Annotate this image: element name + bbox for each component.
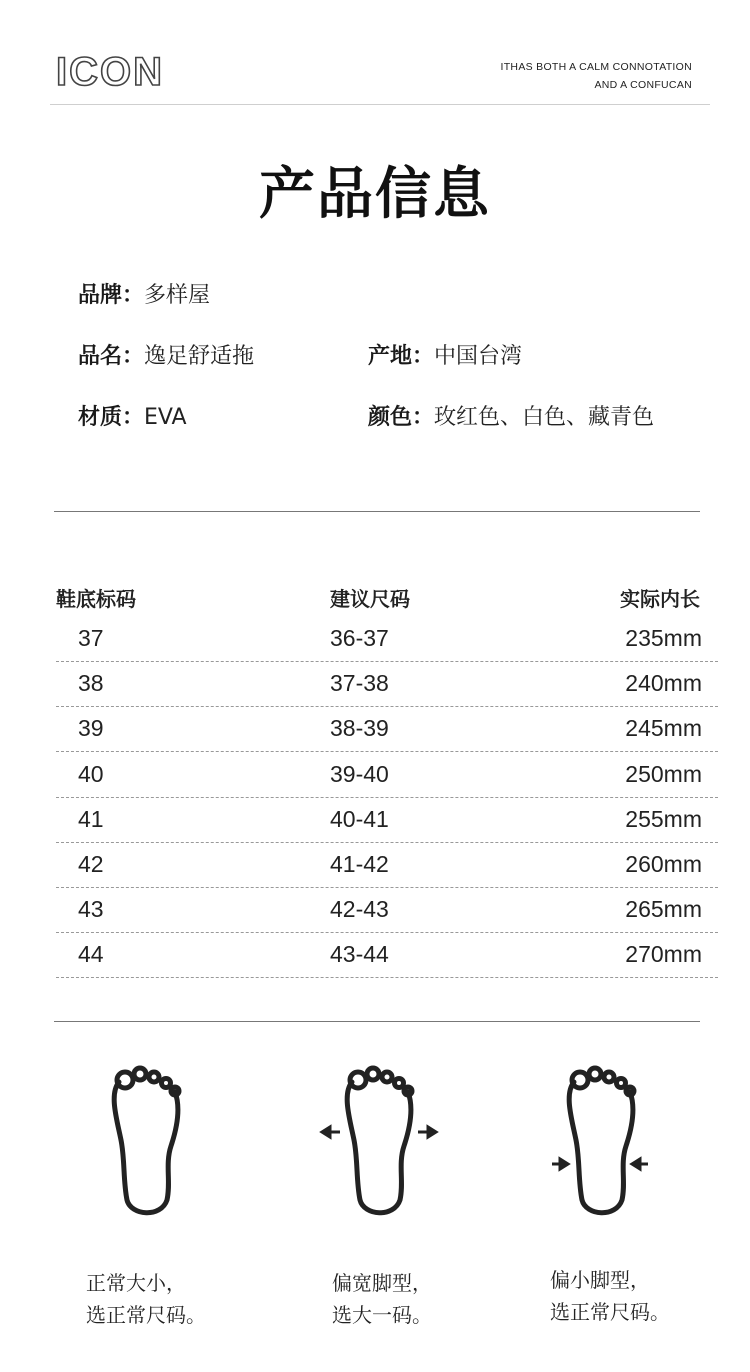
info-brand [78, 278, 210, 309]
header-suggested-size: 建议尺码 [330, 587, 410, 611]
brand-label: 品牌： [78, 283, 145, 308]
table-row [56, 662, 718, 707]
origin-value: 中国台湾 [434, 344, 523, 369]
suggested-size-cell: 39-40 [330, 760, 389, 787]
row-divider [56, 977, 718, 978]
brand-value: 多样屋 [144, 283, 211, 308]
page-title: 产品信息 [259, 162, 491, 227]
material-value: EVA [144, 405, 187, 430]
inner-length-cell: 255mm [625, 805, 702, 832]
header-sole-size: 鞋底标码 [56, 587, 136, 611]
info-name [78, 339, 254, 370]
table-row [56, 798, 718, 843]
caption-line: 偏小脚型， [550, 1268, 650, 1292]
foot-caption-normal [86, 1267, 206, 1331]
suggested-size-cell: 40-41 [330, 805, 389, 832]
narrow-foot-icon [530, 1060, 670, 1220]
suggested-size-cell: 36-37 [330, 625, 389, 651]
name-label: 品名： [78, 344, 145, 369]
sole-size-cell: 41 [78, 805, 104, 832]
suggested-size-cell: 37-38 [330, 670, 389, 697]
inner-length-cell: 250mm [625, 760, 702, 787]
suggested-size-cell: 41-42 [330, 851, 389, 877]
caption-line: 偏宽脚型， [332, 1271, 432, 1295]
wide-foot-icon [308, 1060, 448, 1220]
caption-line: 选正常尺码。 [550, 1300, 670, 1324]
table-row [56, 753, 718, 798]
table-row [56, 617, 718, 662]
normal-foot-icon [75, 1060, 215, 1220]
inner-length-cell: 245mm [625, 715, 702, 742]
suggested-size-cell: 42-43 [330, 896, 389, 923]
sole-size-cell: 37 [78, 625, 104, 651]
sole-size-cell: 39 [78, 715, 104, 742]
inner-length-cell: 235mm [625, 625, 702, 651]
tagline [501, 58, 693, 94]
inner-length-cell: 265mm [625, 896, 702, 923]
brand-logo: ICON [56, 50, 164, 94]
suggested-size-cell: 38-39 [330, 715, 389, 742]
table-row [56, 843, 718, 888]
info-color [368, 400, 654, 431]
sole-size-cell: 40 [78, 760, 104, 787]
color-value: 玫红色、白色、藏青色 [434, 405, 655, 430]
table-row [56, 888, 718, 933]
foot-caption-wide [332, 1267, 432, 1331]
header-inner-length: 实际内长 [620, 587, 700, 611]
table-row [56, 933, 718, 978]
caption-line: 正常大小， [86, 1271, 186, 1295]
inner-length-cell: 240mm [625, 670, 702, 697]
info-material [78, 400, 187, 431]
table-row [56, 707, 718, 752]
inner-length-cell: 260mm [625, 851, 702, 877]
name-value: 逸足舒适拖 [144, 344, 255, 369]
info-origin [368, 339, 522, 370]
sole-size-cell: 42 [78, 851, 104, 877]
tagline-line-1: ITHAS BOTH A CALM CONNOTATION [500, 61, 692, 73]
tagline-line-2: AND A CONFUCAN [594, 79, 692, 91]
sole-size-cell: 43 [78, 896, 104, 923]
origin-label: 产地： [368, 344, 435, 369]
caption-line: 选大一码。 [332, 1303, 432, 1327]
info-divider [54, 511, 700, 512]
material-label: 材质： [78, 405, 145, 430]
header-divider [50, 104, 710, 105]
table-divider [54, 1021, 700, 1022]
foot-caption-narrow [550, 1264, 670, 1328]
sole-size-cell: 44 [78, 941, 104, 968]
sole-size-cell: 38 [78, 670, 104, 697]
color-label: 颜色： [368, 405, 435, 430]
caption-line: 选正常尺码。 [86, 1303, 206, 1327]
suggested-size-cell: 43-44 [330, 941, 389, 968]
inner-length-cell: 270mm [625, 941, 702, 968]
